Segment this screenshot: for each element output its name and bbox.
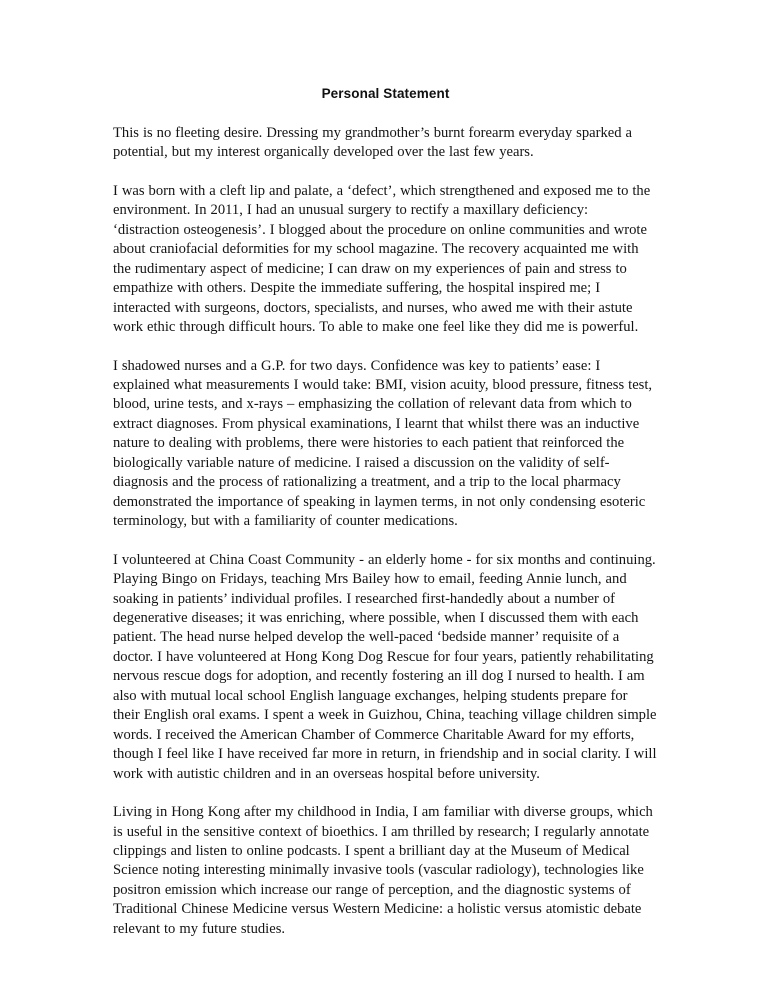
paragraph-intro: This is no fleeting desire. Dressing my grandmother’s burnt forearm everyday sparked a potential, but my interest organically developed over the last few years. bbox=[113, 125, 633, 161]
paragraph-medical-history: I was born with a cleft lip and palate, a ‘defect’, which strengthened and exposed me to the environment. In 2011, I had an unusual surgery to rectify a maxillary deficiency: ‘distraction osteogenesis’. I blogged about the procedure on online communities and wrote about craniofacial deformities for my school magazine. The recovery acquainted me with the rudimentary aspect of medicine; I can draw on my experiences of pain and stress to empathize with others. Despite the immediate suffering, the hospital inspired me; I interacted with surgeons, doctors, specialists, and nurses, who awed me with their astute work ethic through difficult hours. To able to make one feel like they did me is powerful. bbox=[113, 182, 651, 336]
paragraph-interests: Living in Hong Kong after my childhood in India, I am familiar with diverse groups, which is useful in the sensitive context of bioethics. I am thrilled by research; I regularly annotate clippings and listen to online podcasts. I spent a brilliant day at the Museum of Medical Science noting interesting minimally invasive tools (vascular radiology), technologies like positron emission which increase our range of perception, and the diagnostic systems of Traditional Chinese Medicine versus Western Medicine: a holistic versus atomistic debate relevant to my future studies. bbox=[113, 804, 653, 937]
paragraph-shadowing: I shadowed nurses and a G.P. for two days. Confidence was key to patients’ ease: I explained what measurements I would take: BMI, vision acuity, blood pressure, fitness test, blood, urine tests, and x-rays – emphasizing the collation of relevant data from which to extract diagnoses. From physical examinations, I learnt that whilst there was an inductive nature to dealing with problems, there were histories to each patient that reinforced the biologically variable nature of medicine. I raised a discussion on the validity of self-diagnosis and the process of rationalizing a treatment, and a trip to the local pharmacy demonstrated the importance of speaking in laymen terms, in not only condensing esoteric terminology, but with a familiarity of counter medications. bbox=[113, 357, 653, 530]
page-title: Personal Statement bbox=[321, 86, 450, 101]
paragraph-volunteering: I volunteered at China Coast Community - an elderly home - for six months and continuing. Playing Bingo on Fridays, teaching Mrs Bailey how to email, feeding Annie lunch, and soaking in patients’ individual profiles. I researched first-handedly about a number of degenerative diseases; it was enriching, where possible, when I discussed them with each patient. The head nurse helped develop the well-paced ‘bedside manner’ requisite of a doctor. I have volunteered at Hong Kong Dog Rescue for four years, patiently rehabilitating nervous rescue dogs for adoption, and recently fostering an ill dog I nursed to health. I am also with mutual local school English language exchanges, helping students prepare for their English oral exams. I spent a week in Guizhou, China, teaching village children simple words. I received the American Chamber of Commerce Charitable Award for my efforts, though I feel like I have received far more in return, in friendship and in social clarity. I will work with autistic children and in an overseas hospital before university. bbox=[113, 551, 657, 782]
document-body bbox=[113, 86, 658, 939]
